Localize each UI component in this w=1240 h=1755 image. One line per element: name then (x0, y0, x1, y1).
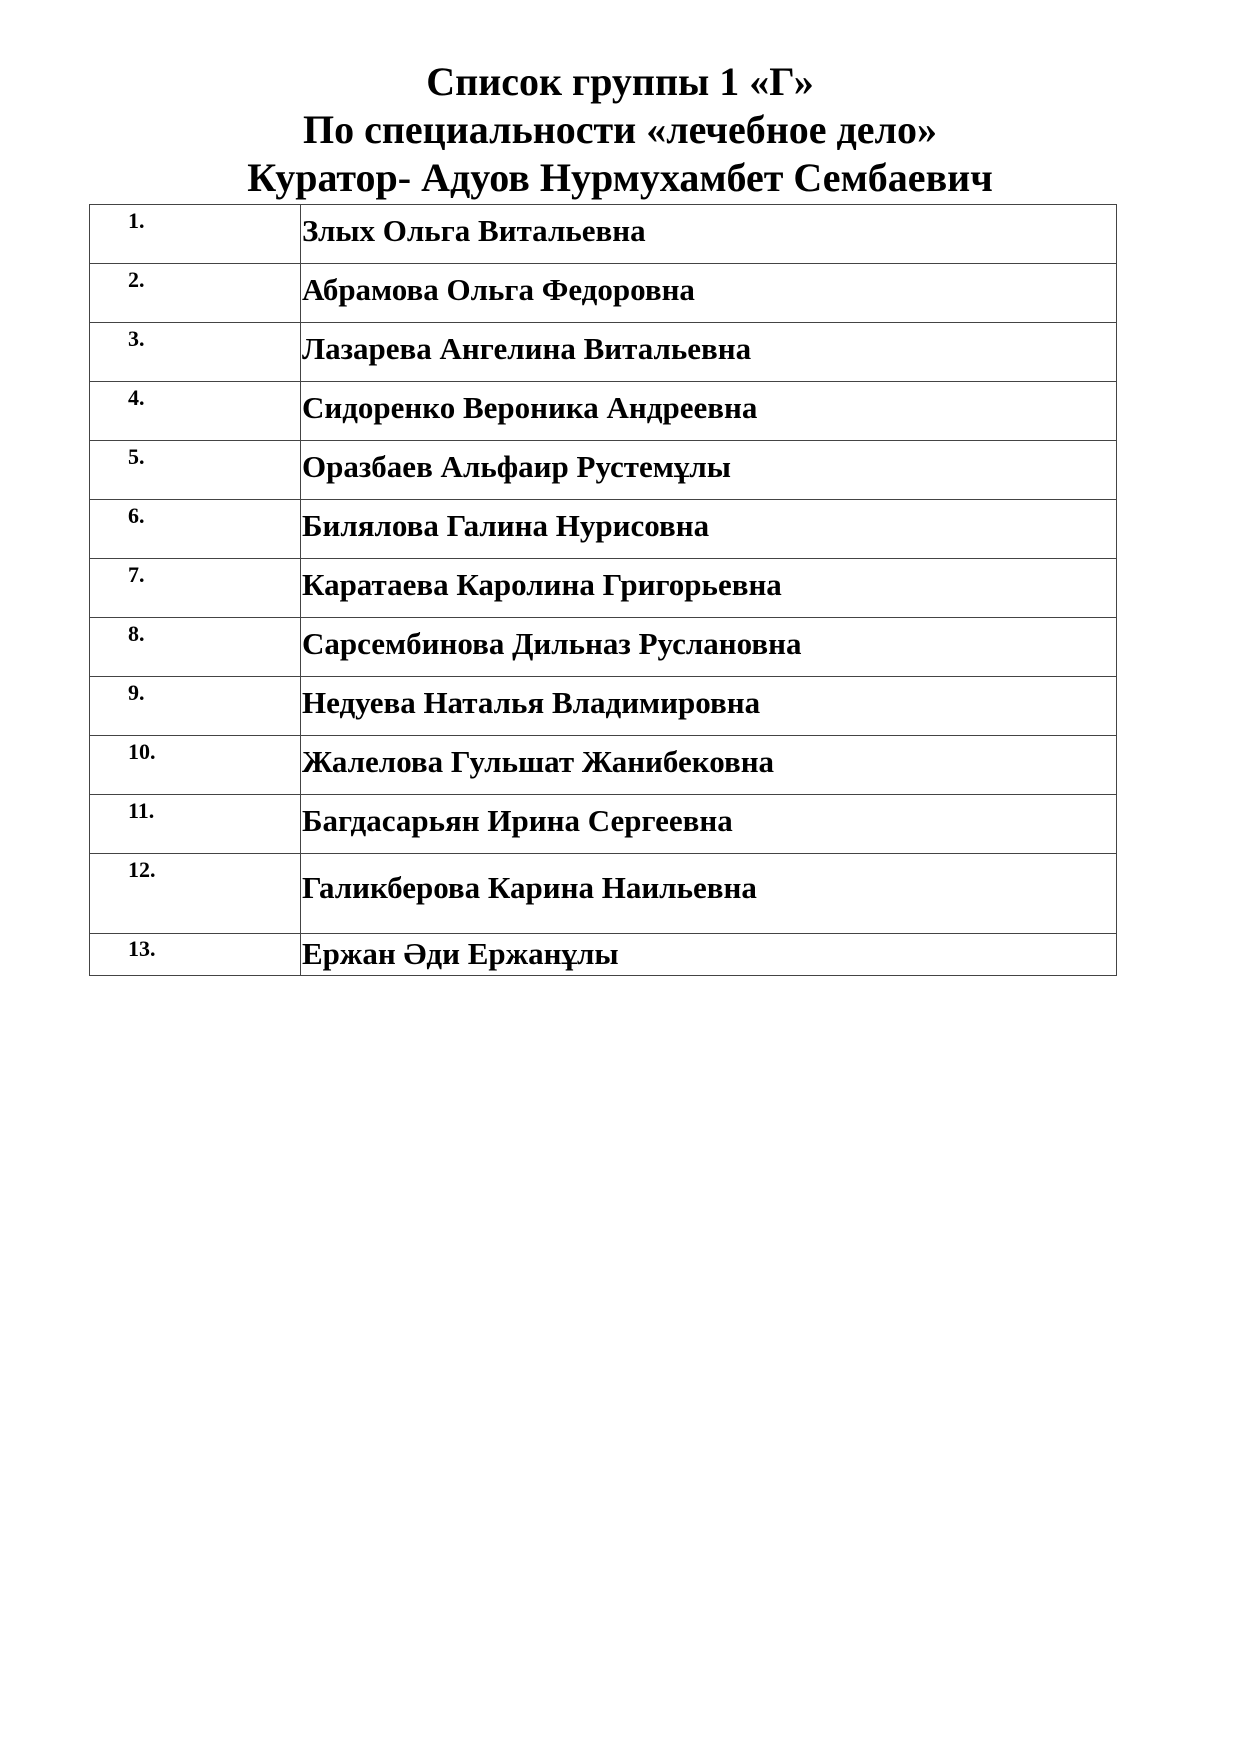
row-number: 4. (90, 382, 301, 441)
student-name: Лазарева Ангелина Витальевна (301, 323, 1117, 382)
document-title: Список группы 1 «Г» (426, 59, 814, 104)
student-name: Галикберова Карина Наильевна (301, 854, 1117, 934)
student-name: Сарсембинова Дильназ Руслановна (301, 618, 1117, 677)
row-number: 10. (90, 736, 301, 795)
student-name: Злых Ольга Витальевна (301, 205, 1117, 264)
row-number: 9. (90, 677, 301, 736)
student-name: Каратаева Каролина Григорьевна (301, 559, 1117, 618)
table-row (90, 934, 1117, 976)
row-number: 7. (90, 559, 301, 618)
curator-line: Куратор- Адуов Нурмухамбет Сембаевич (247, 155, 993, 200)
table-row (90, 264, 1117, 323)
student-name: Багдасарьян Ирина Сергеевна (301, 795, 1117, 854)
table-row (90, 795, 1117, 854)
row-number: 6. (90, 500, 301, 559)
student-name: Билялова Галина Нурисовна (301, 500, 1117, 559)
table-row (90, 382, 1117, 441)
row-number: 13. (90, 934, 301, 976)
table-row (90, 618, 1117, 677)
table-row (90, 323, 1117, 382)
student-name: Недуева Наталья Владимировна (301, 677, 1117, 736)
table-row (90, 500, 1117, 559)
row-number: 2. (90, 264, 301, 323)
specialty-line: По специальности «лечебное дело» (303, 107, 937, 152)
table-row (90, 854, 1117, 934)
student-name: Оразбаев Альфаир Рустемұлы (301, 441, 1117, 500)
table-row (90, 736, 1117, 795)
student-roster-table (89, 204, 1117, 976)
row-number: 11. (90, 795, 301, 854)
row-number: 8. (90, 618, 301, 677)
student-name: Ержан Әди Ержанұлы (301, 934, 1117, 976)
table-row (90, 205, 1117, 264)
row-number: 1. (90, 205, 301, 264)
page-header (0, 58, 1240, 202)
table-row (90, 677, 1117, 736)
row-number: 5. (90, 441, 301, 500)
student-name: Жалелова Гульшат Жанибековна (301, 736, 1117, 795)
table-row (90, 559, 1117, 618)
row-number: 3. (90, 323, 301, 382)
row-number: 12. (90, 854, 301, 934)
student-name: Абрамова Ольга Федоровна (301, 264, 1117, 323)
student-name: Сидоренко Вероника Андреевна (301, 382, 1117, 441)
table-row (90, 441, 1117, 500)
